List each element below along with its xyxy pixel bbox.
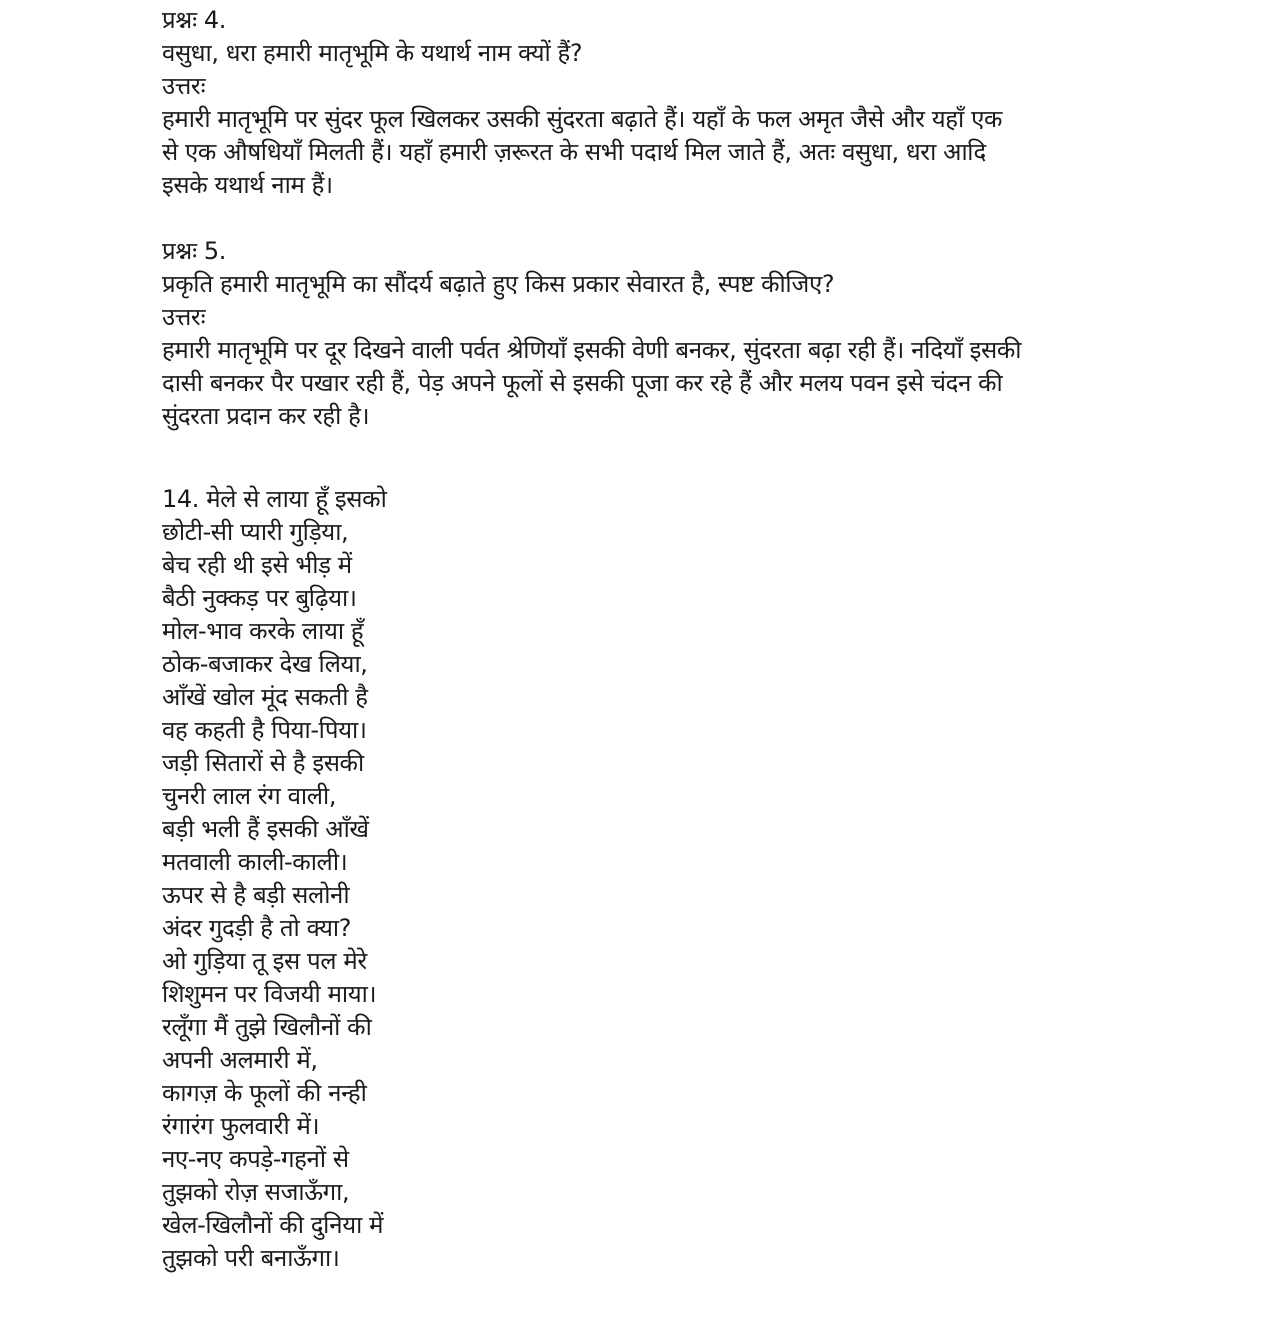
answer-label: उत्तरः — [162, 303, 206, 331]
poem-line: रलूँगा मैं तुझे खिलौनों की — [162, 1013, 372, 1041]
poem-line: बेच रही थी इसे भीड़ में — [162, 551, 352, 579]
poem-line: ओ गुड़िया तू इस पल मेरे — [162, 947, 367, 975]
question-block-5 — [162, 235, 1152, 433]
answer-line: सुंदरता प्रदान कर रही है। — [162, 402, 370, 430]
poem-line: 14. मेले से लाया हूँ इसको — [162, 485, 387, 513]
poem-line: ऊपर से है बड़ी सलोनी — [162, 881, 350, 909]
question-text: प्रकृति हमारी मातृभूमि का सौंदर्य बढ़ाते हुए किस प्रकार सेवारत है, स्पष्ट कीजिए? — [162, 270, 835, 298]
poem-line: जड़ी सितारों से है इसकी — [162, 749, 364, 777]
poem-line: वह कहती है पिया-पिया। — [162, 716, 367, 744]
answer-line: इसके यथार्थ नाम हैं। — [162, 171, 333, 199]
poem-line: बैठी नुक्कड़ पर बुढ़िया। — [162, 584, 357, 612]
poem-line: ठोक-बजाकर देख लिया, — [162, 650, 368, 678]
question-text: वसुधा, धरा हमारी मातृभूमि के यथार्थ नाम क्यों हैं? — [162, 39, 583, 67]
answer-line: हमारी मातृभूमि पर दूर दिखने वाली पर्वत श्रेणियाँ इसकी वेणी बनकर, सुंदरता बढ़ा रही हैं। नदियाँ इसकी — [162, 336, 1022, 364]
question-block-4 — [162, 4, 1152, 202]
poem-line: खेल-खिलौनों की दुनिया में — [162, 1211, 384, 1239]
poem-line: तुझको परी बनाऊँगा। — [162, 1244, 340, 1272]
document-body — [162, 4, 1152, 1275]
poem-line: अपनी अलमारी में, — [162, 1046, 318, 1074]
poem-line: मोल-भाव करके लाया हूँ — [162, 617, 364, 645]
poem-line: अंदर गुदड़ी है तो क्या? — [162, 914, 352, 942]
answer-line: हमारी मातृभूमि पर सुंदर फूल खिलकर उसकी सुंदरता बढ़ाते हैं। यहाँ के फल अमृत जैसे और यहाँ एक — [162, 105, 1002, 133]
poem-line: नए-नए कपड़े-गहनों से — [162, 1145, 349, 1173]
poem-line: शिशुमन पर विजयी माया। — [162, 980, 377, 1008]
poem-line: तुझको रोज़ सजाऊँगा, — [162, 1178, 350, 1206]
answer-line: से एक औषधियाँ मिलती हैं। यहाँ हमारी ज़रूरत के सभी पदार्थ मिल जाते हैं, अतः वसुधा, धरा आदि — [162, 138, 986, 166]
question-label: प्रश्नः 4. — [162, 6, 226, 34]
poem-line: चुनरी लाल रंग वाली, — [162, 782, 337, 810]
question-label: प्रश्नः 5. — [162, 237, 226, 265]
poem-line: कागज़ के फूलों की नन्ही — [162, 1079, 367, 1107]
answer-line: दासी बनकर पैर पखार रही हैं, पेड़ अपने फूलों से इसकी पूजा कर रहे हैं और मलय पवन इसे चंदन की — [162, 369, 1003, 397]
poem-line: मतवाली काली-काली। — [162, 848, 348, 876]
poem-line: बड़ी भली हैं इसकी आँखें — [162, 815, 369, 843]
poem-line: आँखें खोल मूंद सकती है — [162, 683, 368, 711]
poem-line: छोटी-सी प्यारी गुड़िया, — [162, 518, 349, 546]
poem-line: रंगारंग फुलवारी में। — [162, 1112, 320, 1140]
poem-block — [162, 483, 1152, 1275]
answer-label: उत्तरः — [162, 72, 206, 100]
